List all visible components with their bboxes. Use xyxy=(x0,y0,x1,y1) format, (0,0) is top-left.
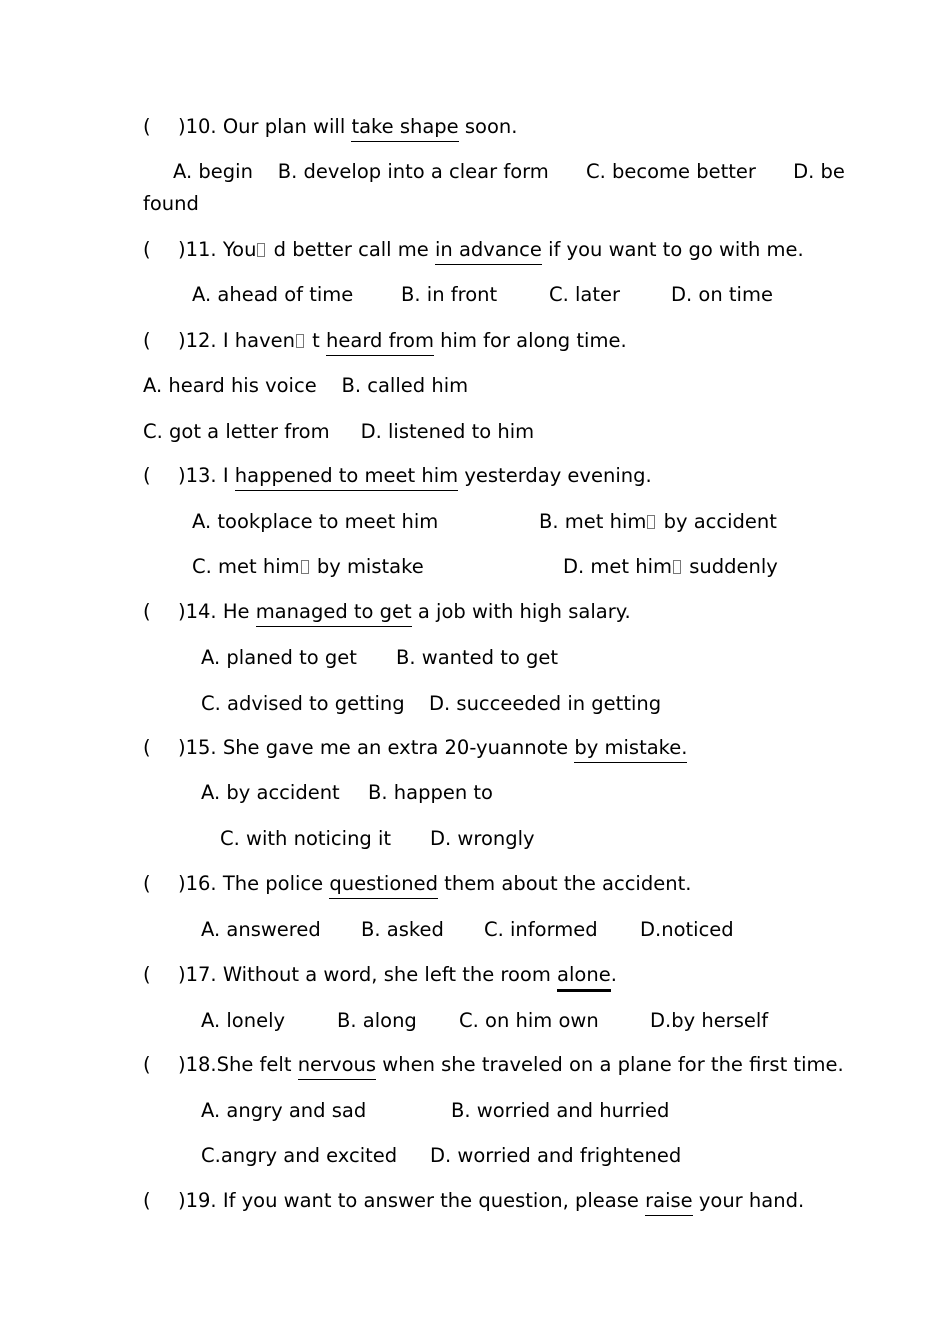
q11-option-b: B. in front xyxy=(401,283,498,306)
q17-paren: ( xyxy=(143,963,151,986)
missing-glyph-icon xyxy=(301,560,309,574)
q13-option-b: B. met him by accident xyxy=(539,510,777,533)
missing-glyph-icon xyxy=(257,243,265,257)
q11-option-c: C. later xyxy=(549,283,621,306)
q15-paren: ( xyxy=(143,736,151,759)
q15-option-c: C. with noticing it xyxy=(220,827,392,850)
q16-option-c: C. informed xyxy=(484,918,598,941)
q17-option-a: A. lonely xyxy=(201,1009,286,1032)
q18-stem: )18.She felt nervous when she traveled on a plane for the first time. xyxy=(178,1052,844,1078)
q11-option-a: A. ahead of time xyxy=(192,283,354,306)
q15-stem: )15. She gave me an extra 20-yuannote by mistake. xyxy=(178,735,687,761)
q12-underlined: heard from xyxy=(326,329,434,356)
q11-paren: ( xyxy=(143,238,151,261)
q13-underlined: happened to meet him xyxy=(235,464,458,491)
q16-paren: ( xyxy=(143,872,151,895)
q17-underlined: alone xyxy=(557,963,611,992)
q18-underlined: nervous xyxy=(298,1053,376,1080)
q19-underlined: raise xyxy=(645,1189,693,1216)
q14-option-a: A. planed to get xyxy=(201,646,357,669)
q18-option-d: D. worried and frightened xyxy=(430,1144,682,1167)
q16-option-d: D.noticed xyxy=(640,918,734,941)
q13-option-c: C. met him by mistake xyxy=(192,555,424,578)
q12-options-cd: C. got a letter from D. listened to him xyxy=(143,420,535,443)
q16-stem: )16. The police questioned them about the accident. xyxy=(178,871,691,897)
q17-option-c: C. on him own xyxy=(459,1009,599,1032)
q10-options-cont: found xyxy=(143,192,199,215)
q16-option-b: B. asked xyxy=(361,918,444,941)
q16-option-a: A. answered xyxy=(201,918,321,941)
q12-paren: ( xyxy=(143,329,151,352)
q14-option-d: D. succeeded in getting xyxy=(429,692,662,715)
q17-stem: )17. Without a word, she left the room alone. xyxy=(178,962,617,988)
q13-stem: )13. I happened to meet him yesterday evening. xyxy=(178,463,652,489)
q18-option-c: C.angry and excited xyxy=(201,1144,398,1167)
missing-glyph-icon xyxy=(647,515,655,529)
q10-stem: )10. Our plan will take shape soon. xyxy=(178,114,517,140)
q11-option-d: D. on time xyxy=(671,283,773,306)
q15-option-d: D. wrongly xyxy=(430,827,535,850)
missing-glyph-icon xyxy=(296,334,304,348)
q13-option-a: A. tookplace to meet him xyxy=(192,510,439,533)
q14-stem: )14. He managed to get a job with high salary. xyxy=(178,599,631,625)
q13-paren: ( xyxy=(143,464,151,487)
q10-options: A. begin B. develop into a clear form C. become better D. be xyxy=(173,160,845,183)
q15-option-a: A. by accident xyxy=(201,781,340,804)
q17-option-b: B. along xyxy=(337,1009,417,1032)
q18-paren: ( xyxy=(143,1053,151,1076)
missing-glyph-icon xyxy=(673,560,681,574)
q19-stem: )19. If you want to answer the question, please raise your hand. xyxy=(178,1188,804,1214)
q11-stem: )11. You d better call me in advance if you want to go with me. xyxy=(178,237,804,263)
q15-option-b: B. happen to xyxy=(368,781,493,804)
q19-paren: ( xyxy=(143,1189,151,1212)
q18-option-b: B. worried and hurried xyxy=(451,1099,670,1122)
q17-option-d: D.by herself xyxy=(650,1009,769,1032)
q10-paren: ( xyxy=(143,115,151,138)
q14-paren: ( xyxy=(143,600,151,623)
q14-option-c: C. advised to getting xyxy=(201,692,405,715)
q14-underlined: managed to get xyxy=(256,600,412,627)
q15-underlined: by mistake. xyxy=(574,736,687,763)
q18-option-a: A. angry and sad xyxy=(201,1099,367,1122)
q12-stem: )12. I haven t heard from him for along time. xyxy=(178,328,627,354)
q10-underlined: take shape xyxy=(351,115,458,142)
q12-options-ab: A. heard his voice B. called him xyxy=(143,374,469,397)
q16-underlined: questioned xyxy=(329,872,438,899)
q14-option-b: B. wanted to get xyxy=(396,646,559,669)
q13-option-d: D. met him suddenly xyxy=(563,555,778,578)
q11-underlined: in advance xyxy=(435,238,542,265)
